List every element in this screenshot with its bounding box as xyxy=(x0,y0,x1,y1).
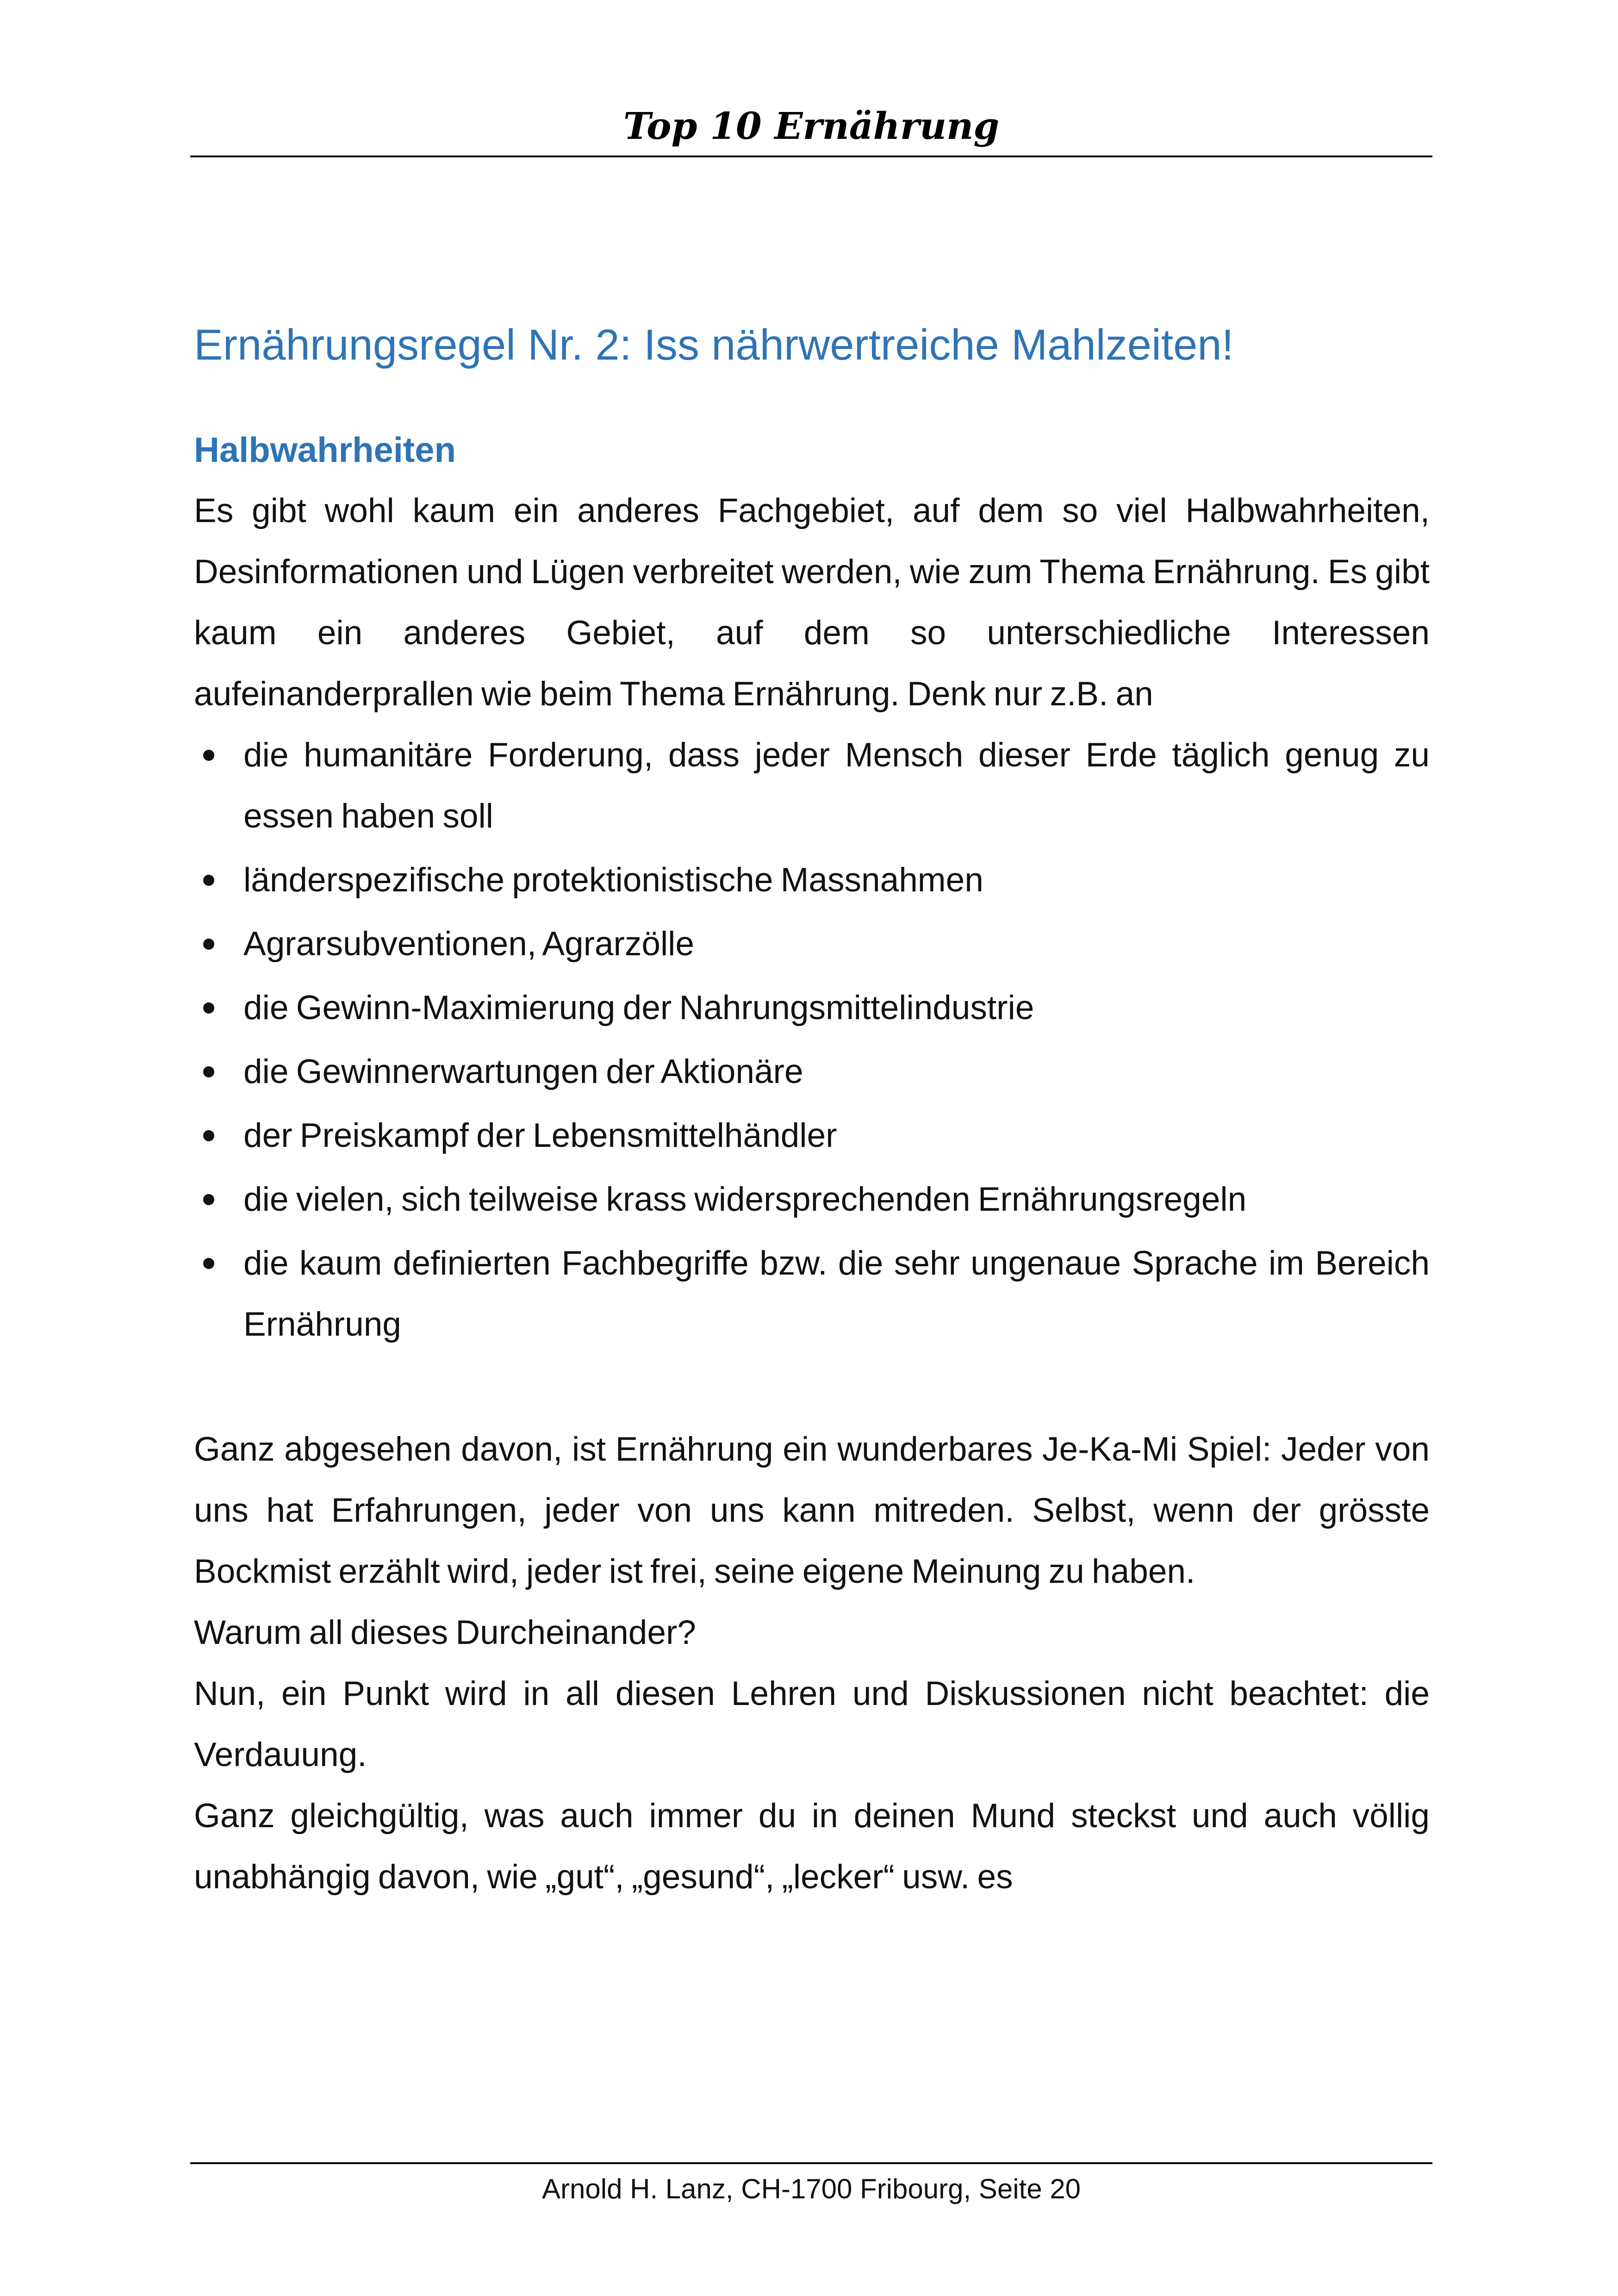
list-item-text: länderspezifische protektionistische Massnahmen xyxy=(243,861,983,899)
bullet-icon xyxy=(203,1066,214,1077)
bullet-icon xyxy=(203,1258,214,1269)
bullet-icon xyxy=(203,1194,214,1205)
list-item-text: die Gewinn-Maximierung der Nahrungsmittelindustrie xyxy=(243,989,1034,1027)
page-footer xyxy=(190,2162,1432,2208)
bullet-list xyxy=(194,725,1430,1355)
list-item xyxy=(194,1169,1430,1230)
section-heading: Halbwahrheiten xyxy=(194,430,456,470)
list-item-text: die kaum definierten Fachbegriffe bzw. die sehr ungenaue Sprache im Bereich Ernährung xyxy=(243,1244,1430,1343)
intro-paragraph: Es gibt wohl kaum ein anderes Fachgebiet, auf dem so viel Halbwahrheiten, Desinformationen und Lügen verbreitet werden, wie zum Thema Ernährung. Es gibt kaum ein anderes Gebiet, auf dem so unterschiedliche Interessen aufeinanderprallen wie beim Thema Ernährung. Denk nur z.B. an xyxy=(194,492,1430,713)
list-item xyxy=(194,1233,1430,1355)
list-item xyxy=(194,725,1430,847)
list-item xyxy=(194,1041,1430,1102)
list-item-text: die humanitäre Forderung, dass jeder Mensch dieser Erde täglich genug zu essen haben soll xyxy=(243,736,1430,835)
body-paragraph: Warum all dieses Durcheinander? xyxy=(194,1614,696,1651)
paragraph-spacer xyxy=(194,1358,1430,1419)
body-paragraph: Nun, ein Punkt wird in all diesen Lehren und Diskussionen nicht beachtet: die Verdauung. xyxy=(194,1675,1430,1773)
list-item-text: Agrarsubventionen, Agrarzölle xyxy=(243,925,694,963)
main-heading: Ernährungsregel Nr. 2: Iss nährwertreiche Mahlzeiten! xyxy=(194,320,1234,369)
header-title: Top 10 Ernährung xyxy=(623,104,1000,148)
bullet-icon xyxy=(203,750,214,761)
bullet-icon xyxy=(203,1130,214,1141)
list-item xyxy=(194,914,1430,975)
list-item xyxy=(194,1105,1430,1166)
bullet-icon xyxy=(203,875,214,886)
bullet-icon xyxy=(203,939,214,950)
body-paragraph: Ganz abgesehen davon, ist Ernährung ein wunderbares Je-Ka-Mi Spiel: Jeder von uns hat Erfahrungen, jeder von uns kann mitreden. Selbst, wenn der grösste Bockmist erzählt wird, jeder ist frei, seine eigene Meinung zu haben. xyxy=(194,1431,1430,1590)
list-item-text: die vielen, sich teilweise krass widersprechenden Ernährungsregeln xyxy=(243,1181,1247,1218)
list-item-text: die Gewinnerwartungen der Aktionäre xyxy=(243,1053,803,1090)
list-item xyxy=(194,977,1430,1039)
page-header xyxy=(190,102,1432,157)
footer-text: Arnold H. Lanz, CH-1700 Fribourg, Seite 20 xyxy=(542,2173,1081,2204)
bullet-icon xyxy=(203,1002,214,1014)
document-body xyxy=(194,310,1430,1908)
body-paragraph: Ganz gleichgültig, was auch immer du in deinen Mund steckst und auch völlig unabhängig davon, wie „gut“, „gesund“, „lecker“ usw. es xyxy=(194,1797,1430,1896)
list-item-text: der Preiskampf der Lebensmittelhändler xyxy=(243,1117,837,1154)
list-item xyxy=(194,850,1430,911)
